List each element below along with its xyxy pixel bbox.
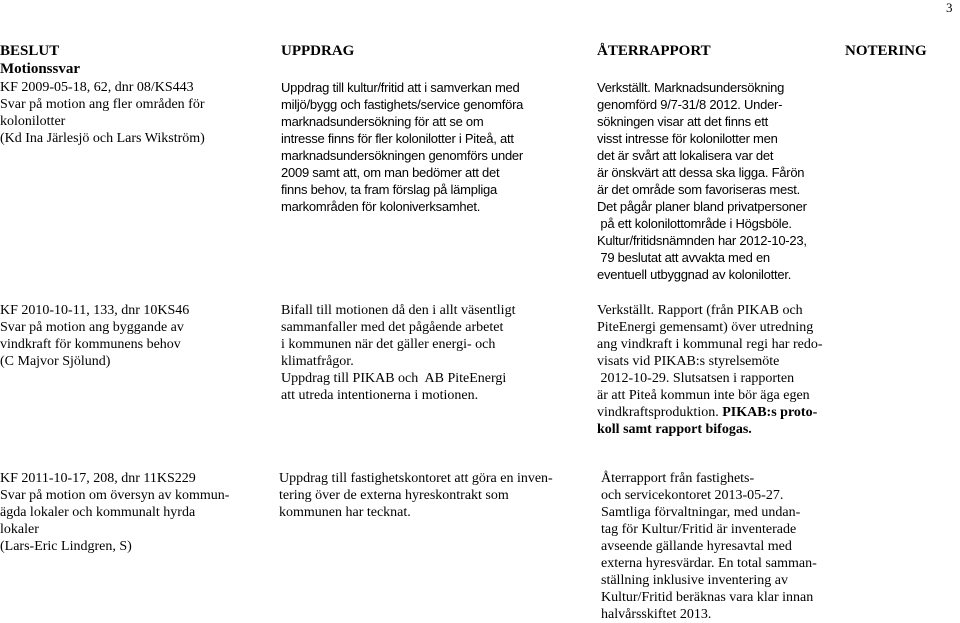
text-line: 2012-10-29. Slutsatsen i rapporten (597, 371, 795, 386)
text-line: Svar på motion ang fler områden för (0, 97, 205, 112)
text-line: är önskvärt att dessa ska ligga. Fårön (597, 165, 805, 180)
text-line: i kommunen när det gäller energi- och (281, 337, 496, 352)
text-line: det är svårt att lokalisera var det (597, 148, 774, 163)
text-line: att utreda intentionerna i motionen. (281, 388, 479, 403)
column-header-uppdrag: UPPDRAG (281, 43, 355, 59)
text-line: avseende gällande hyresavtal med (601, 539, 792, 554)
text-line: 79 beslutat att avvakta med en (597, 250, 770, 265)
row-1-uppdrag (281, 79, 523, 215)
row-1-beslut (0, 79, 205, 147)
column-header-notering: NOTERING (845, 43, 927, 59)
text-line: kolonilotter (0, 114, 66, 129)
section-title: Motionssvar (0, 61, 80, 77)
text-line: Uppdrag till kultur/fritid att i samverkan med (281, 80, 520, 95)
text-line: Uppdrag till PIKAB och AB PiteEnergi (281, 371, 507, 386)
text-line: externa hyresvärdar. En total samman- (601, 556, 817, 571)
text-line: Bifall till motionen då den i allt väsentligt (281, 303, 516, 318)
text-line: lokaler (0, 522, 39, 537)
text-line: 2009 samt att, om man bedömer att det (281, 165, 500, 180)
text-line: ägda lokaler och kommunalt hyrda (0, 505, 196, 520)
text-line: tag för Kultur/Fritid är inventerade (601, 522, 797, 537)
text-line: intresse finns för fler kolonilotter i Piteå, att (281, 131, 514, 146)
text-line: Kultur/Fritid beräknas vara klar innan (601, 590, 814, 605)
text-line: halvårsskiftet 2013. (601, 607, 712, 622)
row-3-uppdrag (279, 470, 553, 521)
text-line: är det område som favoriseras mest. (597, 182, 800, 197)
text-line: eventuell utbyggnad av kolonilotter. (597, 267, 792, 282)
text-line: visst intresse för kolonilotter men (597, 131, 778, 146)
text-line: klimatfrågor. (281, 354, 354, 369)
text-line: sökningen visar att det finns ett (597, 114, 768, 129)
page-number: 3 (946, 0, 953, 15)
text-line: PiteEnergi gemensamt) över utredning (597, 320, 814, 335)
text-line: sammanfaller med det pågående arbetet (281, 320, 504, 335)
text-line: kommunen har tecknat. (279, 505, 411, 520)
text-line: Samtliga förvaltningar, med undan- (601, 505, 801, 520)
text-line: visats vid PIKAB:s styrelsemöte (597, 354, 780, 369)
text-line: KF 2010-10-11, 133, dnr 10KS46 (0, 303, 190, 318)
text-line: (Lars-Eric Lindgren, S) (0, 539, 132, 554)
text-line: på ett kolonilottområde i Högsböle. (597, 216, 792, 231)
text-line: ställning inklusive inventering av (601, 573, 789, 588)
text-line: miljö/bygg och fastighets/service genomföra (281, 97, 524, 112)
text-line: Svar på motion ang byggande av (0, 320, 184, 335)
text-line: finns behov, ta fram förslag på lämpliga (281, 182, 497, 197)
text-line: Det pågår planer bland privatpersoner (597, 199, 807, 214)
text-line: (C Majvor Sjölund) (0, 354, 111, 369)
text-line: (Kd Ina Järlesjö och Lars Wikström) (0, 131, 205, 146)
bold-text-line: koll samt rapport bifogas. (597, 422, 752, 437)
text-line: markområden för koloniverksamhet. (281, 199, 481, 214)
text-line: Verkställt. Rapport (från PIKAB och (597, 303, 803, 318)
text-line: är att Piteå kommun inte bör äga egen (597, 388, 810, 403)
text-line: ang vindkraft i kommunal regi har redo- (597, 337, 823, 352)
column-header-beslut: BESLUT (0, 43, 60, 59)
column-header-aterrapport: ÅTERRAPPORT (597, 43, 711, 59)
text-line: Kultur/fritidsnämnden har 2012-10-23, (597, 233, 807, 248)
text-line-with-bold (597, 404, 822, 421)
row-2-aterrapport (597, 302, 822, 438)
text-line: Uppdrag till fastighetskontoret att göra en inven- (279, 471, 553, 486)
text-line: KF 2011-10-17, 208, dnr 11KS229 (0, 471, 196, 486)
text-line: marknadsundersökning för att se om (281, 114, 484, 129)
row-1-aterrapport (597, 79, 807, 283)
text-line: vindkraft för kommunens behov (0, 337, 181, 352)
text-line: Verkställt. Marknadsundersökning (597, 80, 785, 95)
text-line: och servicekontoret 2013-05-27. (601, 488, 784, 503)
row-2-uppdrag (281, 302, 515, 404)
text-fragment: vindkraftsproduktion. (597, 405, 723, 420)
bold-text-fragment: PIKAB:s proto- (722, 405, 818, 420)
row-3-beslut (0, 470, 229, 555)
text-line: KF 2009-05-18, 62, dnr 08/KS443 (0, 80, 194, 95)
text-line: Svar på motion om översyn av kommun- (0, 488, 230, 503)
text-line: marknadsundersökningen genomförs under (281, 148, 523, 163)
text-line: tering över de externa hyreskontrakt som (279, 488, 509, 503)
row-2-beslut (0, 302, 189, 370)
row-3-aterrapport (601, 470, 817, 623)
text-line: genomförd 9/7-31/8 2012. Under- (597, 97, 783, 112)
text-line: Återrapport från fastighets- (601, 471, 755, 486)
